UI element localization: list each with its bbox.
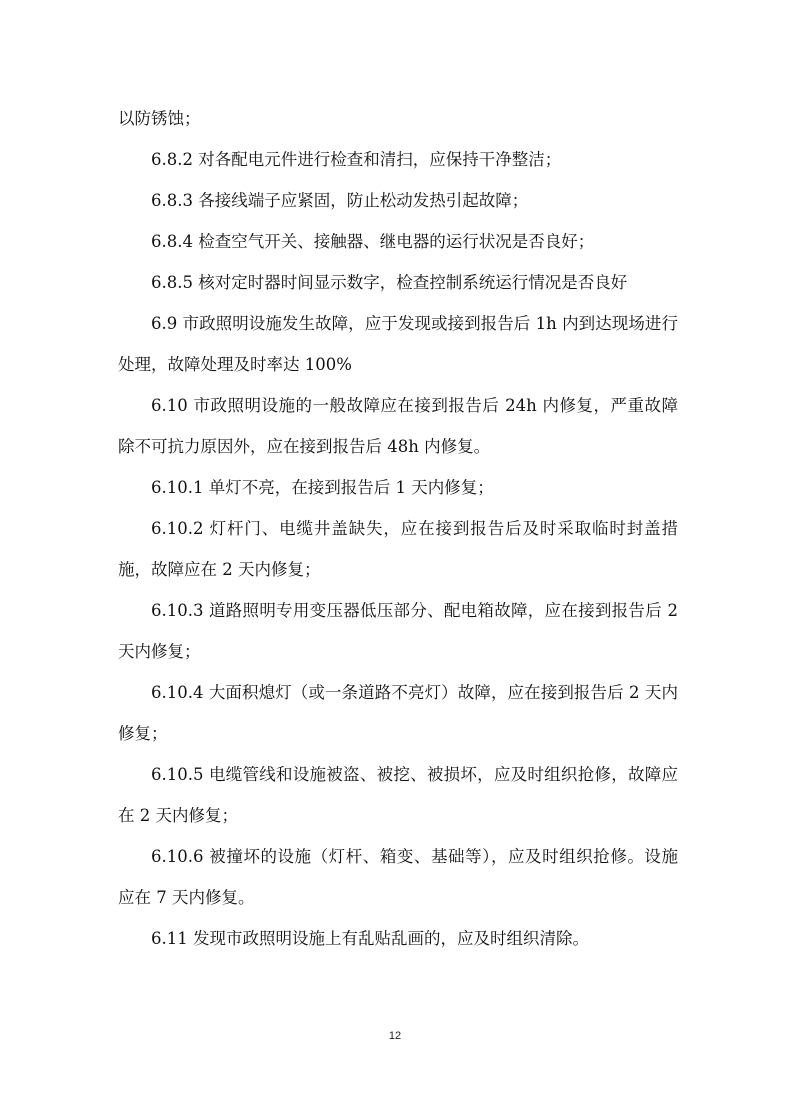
paragraph-6-10-3: 6.10.3 道路照明专用变压器低压部分、配电箱故障，应在接到报告后 2 天内修复； bbox=[118, 601, 678, 661]
paragraph-continuation: 以防锈蚀； bbox=[118, 109, 201, 128]
paragraph-6-9: 6.9 市政照明设施发生故障，应于发现或接到报告后 1h 内到达现场进行处理，故障处理及时率达 100% bbox=[118, 314, 678, 374]
paragraph-6-11: 6.11 发现市政照明设施上有乱贴乱画的，应及时组织清除。 bbox=[151, 929, 589, 948]
paragraph-6-8-4: 6.8.4 检查空气开关、接触器、继电器的运行状况是否良好； bbox=[151, 232, 595, 251]
paragraph-6-10-6: 6.10.6 被撞坏的设施（灯杆、箱变、基础等），应及时组织抢修。设施应在 7 天内修复。 bbox=[118, 847, 678, 907]
paragraph-6-10-4: 6.10.4 大面积熄灯（或一条道路不亮灯）故障，应在接到报告后 2 天内修复； bbox=[118, 683, 678, 743]
paragraph-6-10-5: 6.10.5 电缆管线和设施被盗、被挖、被损坏，应及时组织抢修，故障应在 2 天内修复； bbox=[118, 765, 678, 825]
document-body bbox=[118, 98, 678, 959]
paragraph-6-8-3: 6.8.3 各接线端子应紧固，防止松动发热引起故障； bbox=[151, 191, 529, 210]
page-number: 12 bbox=[388, 1030, 402, 1042]
paragraph-6-10-2: 6.10.2 灯杆门、电缆井盖缺失，应在接到报告后及时采取临时封盖措施，故障应在 2 天内修复； bbox=[118, 519, 678, 579]
paragraph-6-10-1: 6.10.1 单灯不亮，在接到报告后 1 天内修复； bbox=[151, 478, 494, 497]
paragraph-6-8-5: 6.8.5 核对定时器时间显示数字，检查控制系统运行情况是否良好 bbox=[151, 273, 628, 292]
paragraph-6-10: 6.10 市政照明设施的一般故障应在接到报告后 24h 内修复，严重故障除不可抗力原因外，应在接到报告后 48h 内修复。 bbox=[118, 396, 678, 456]
paragraph-6-8-2: 6.8.2 对各配电元件进行检查和清扫，应保持干净整洁； bbox=[151, 150, 562, 169]
